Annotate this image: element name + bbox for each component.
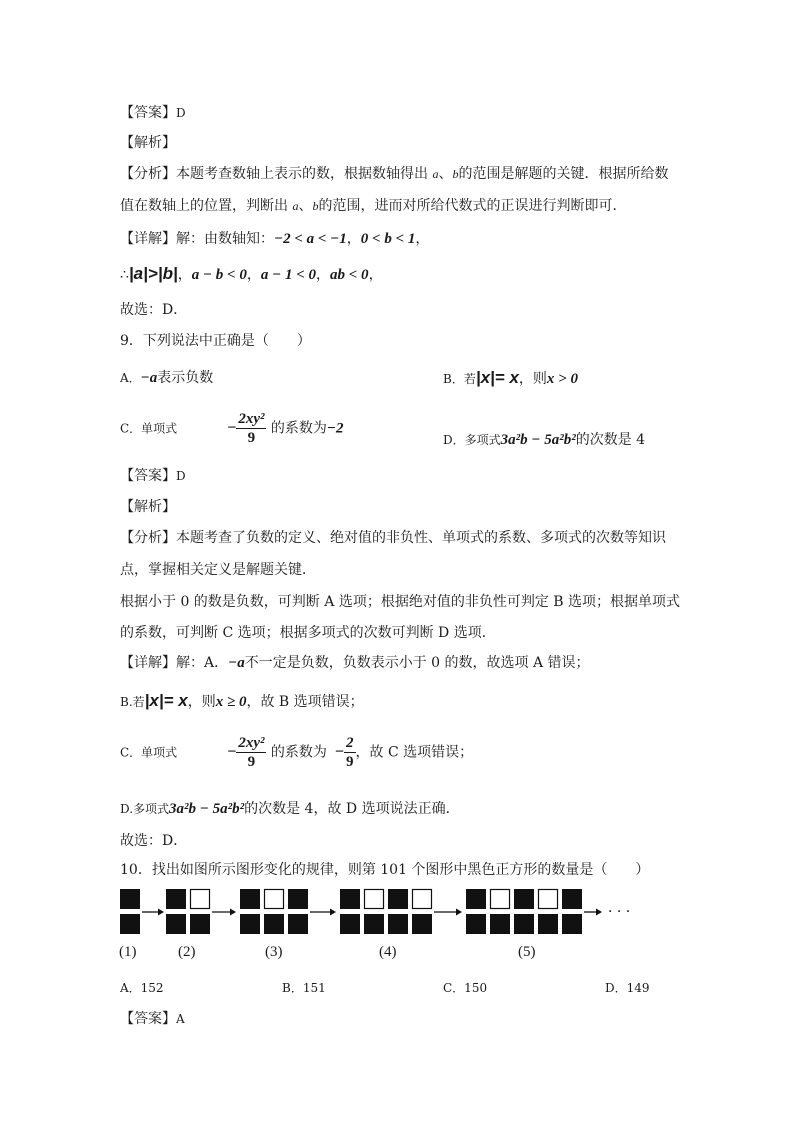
q8-analysis-label: 【解析】 (120, 135, 176, 151)
figure-5 (466, 889, 582, 934)
figure-label-4: (4) (379, 944, 397, 960)
q10-option-d: D．149 (605, 981, 650, 995)
arrow-4 (434, 909, 462, 916)
q9-option-b: B．若|x|= x，则x > 0 (443, 368, 578, 387)
q8-choose: 故选：D． (120, 302, 188, 318)
figure-label-3: (3) (265, 944, 283, 960)
q9-detail-b: B.若|x|= x，则x ≥ 0，故 B 选项错误； (120, 691, 364, 710)
q9-detail-a: 【详解】解：A．−a不一定是负数，负数表示小于 0 的数，故选项 A 错误； (120, 655, 590, 671)
q9-choose: 故选：D． (120, 833, 188, 849)
q9-analysis-line2: 点，掌握相关定义是解题关键． (120, 562, 316, 578)
q8-answer: 【答案】D (120, 105, 186, 121)
ellipsis: · · · (608, 904, 631, 920)
figure-label-5: (5) (518, 944, 536, 960)
q9-analysis-line1: 【分析】本题考查了负数的定义、绝对值的非负性、单项式的系数、多项式的次数等知识 (120, 530, 666, 546)
q10-answer: 【答案】A (120, 1011, 185, 1027)
q9-stem: 9．下列说法中正确是（ ） (120, 333, 311, 349)
arrow-5 (584, 909, 602, 916)
q8-analysis-line2: 值在数轴上的位置，判断出 a、b的范围，进而对所给代数式的正误进行判断即可． (120, 198, 627, 214)
q10-option-a: A．152 (120, 981, 164, 995)
q9-detail-d: D.多项式3a²b − 5a²b²的次数是 4，故 D 选项说法正确． (120, 801, 460, 817)
arrow-2 (212, 909, 236, 916)
q8-analysis-line1: 【分析】本题考查数轴上表示的数，根据数轴得出 a、b的范围是解题的关键．根据所给数 (120, 166, 669, 182)
q8-detail-line1: 【详解】解：由数轴知：−2 < a < −1，0 < b < 1， (120, 231, 430, 247)
figure-4 (340, 889, 432, 934)
q9-option-d: D．多项式3a²b − 5a²b²的次数是 4 (443, 432, 646, 448)
q10-stem: 10．找出如图所示图形变化的规律，则第 101 个图形中黑色正方形的数量是（ ） (120, 862, 650, 878)
figure-label-2: (2) (178, 944, 196, 960)
figure-2 (166, 889, 210, 934)
q10-option-b: B．151 (282, 981, 326, 995)
arrow-3 (310, 909, 336, 916)
q9-option-c: C．单项式 − $\frac{\text{2xy²}}{9}$ 的系数为−2 (120, 411, 344, 446)
q8-detail-line2: ∴|a|>|b|，a − b < 0，a − 1 < 0，ab < 0， (120, 264, 383, 283)
figure-label-1: (1) (119, 944, 137, 960)
q9-option-a: A．−a表示负数 (120, 370, 214, 386)
q9-analysis-line3: 根据小于 0 的数是负数，可判断 A 选项；根据绝对值的非负性可判定 B 选项；根据单项式 (120, 594, 681, 610)
q9-analysis-line4: 的系数，可判断 C 选项；根据多项式的次数可判断 D 选项． (120, 625, 496, 641)
q9-detail-c: C．单项式 − $\frac{\text{2xy²}}{9}$ 的系数为 − $\frac{2}{9}$ ，故 C 选项错误； (120, 735, 474, 770)
q9-answer: 【答案】D (120, 468, 186, 484)
pattern-figure (118, 886, 658, 938)
figure-1 (120, 889, 140, 934)
q10-option-c: C．150 (443, 981, 488, 995)
figure-3 (240, 889, 308, 934)
arrow-1 (142, 909, 164, 916)
q9-analysis-label: 【解析】 (120, 499, 176, 515)
